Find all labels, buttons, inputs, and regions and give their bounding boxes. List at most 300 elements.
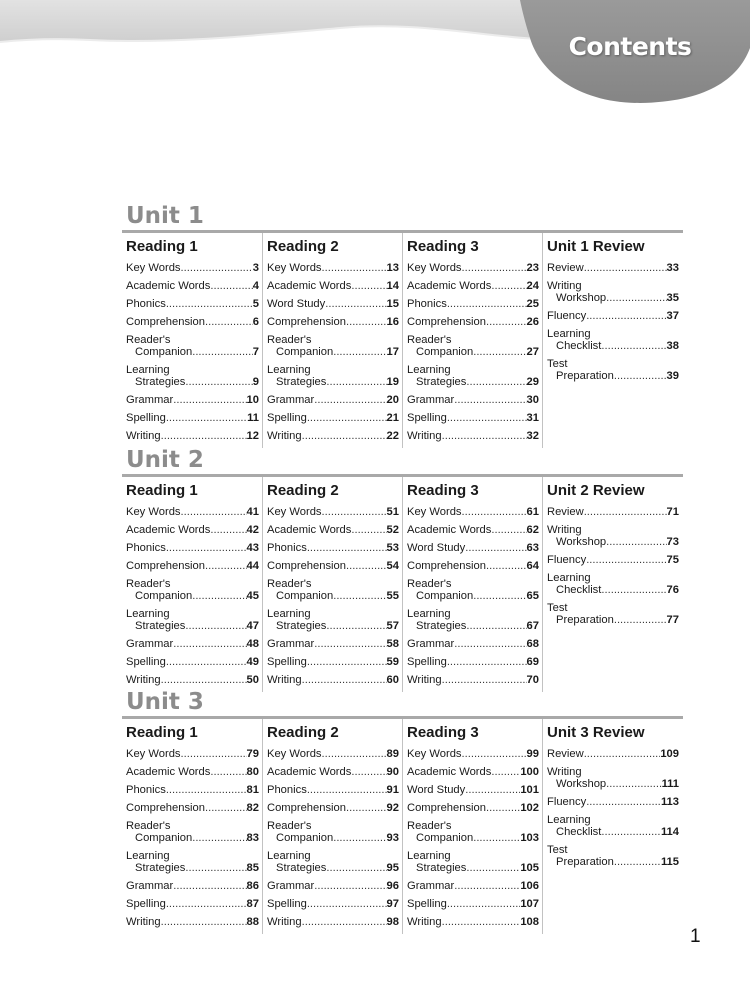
entry-label: [126, 578, 192, 602]
dot-leader: [346, 802, 387, 814]
entry-label: [267, 280, 351, 292]
dot-leader: [326, 620, 386, 632]
toc-entry: [126, 560, 259, 572]
entry-label-line: Academic Words: [407, 766, 492, 778]
toc-entry: [407, 506, 539, 518]
entry-label-line: Grammar: [267, 638, 315, 650]
dot-leader: [491, 524, 526, 536]
entry-label: [267, 880, 314, 892]
entry-label-line: Phonics: [126, 784, 166, 796]
toc-entry: [407, 674, 539, 686]
entry-label: [126, 394, 173, 406]
entry-label: [267, 608, 326, 632]
entry-label-line: Writing: [547, 766, 582, 778]
entry-label: [547, 524, 606, 548]
toc-entry: [407, 280, 539, 292]
toc-entry: [267, 802, 399, 814]
entry-label-line: Learning: [267, 850, 311, 862]
entry-page-number: 20: [386, 394, 399, 406]
entry-label: [407, 524, 491, 536]
dot-leader: [462, 506, 527, 518]
toc-entry: [267, 560, 399, 572]
entry-label: [267, 916, 302, 928]
entry-label-line: Test: [547, 844, 568, 856]
entry-label-line: Spelling: [267, 898, 307, 910]
entry-label: [547, 572, 601, 596]
entry-page-number: 76: [666, 584, 679, 596]
entry-label-line: Key Words: [267, 262, 322, 274]
toc-entry: [267, 916, 399, 928]
dot-leader: [185, 376, 252, 388]
entry-label: [267, 394, 314, 406]
entry-page-number: 51: [386, 506, 399, 518]
entry-label: [407, 394, 454, 406]
entry-page-number: 44: [246, 560, 259, 572]
entry-page-number: 37: [666, 310, 679, 322]
toc-column: [542, 477, 682, 692]
toc-entry: [407, 766, 539, 778]
toc-entry: [126, 412, 259, 424]
dot-leader: [322, 262, 387, 274]
entry-page-number: 95: [386, 862, 399, 874]
toc-entry: [547, 328, 679, 352]
dot-leader: [606, 778, 661, 790]
entry-label-line: Word Study: [267, 298, 326, 310]
toc-entry: [126, 784, 259, 796]
entry-label-line: Key Words: [267, 748, 322, 760]
entry-label: [267, 316, 346, 328]
dot-leader: [205, 802, 247, 814]
dot-leader: [454, 394, 526, 406]
entry-page-number: 25: [526, 298, 539, 310]
entry-label: [267, 674, 302, 686]
entry-label: [407, 542, 465, 554]
entry-page-number: 114: [660, 826, 679, 838]
toc-entry: [126, 364, 259, 388]
toc-entry: [407, 560, 539, 572]
entry-label-line: Fluency: [547, 310, 587, 322]
entry-label: [267, 784, 307, 796]
entry-page-number: 15: [386, 298, 399, 310]
dot-leader: [586, 310, 666, 322]
entry-page-number: 90: [386, 766, 399, 778]
toc-entry: [267, 880, 399, 892]
toc-entry: [407, 850, 539, 874]
column-heading: Reading 3: [407, 482, 479, 499]
entry-label: [547, 506, 584, 518]
toc-entry: [407, 542, 539, 554]
entry-page-number: 60: [386, 674, 399, 686]
toc-entry: [267, 262, 399, 274]
toc-entry: [547, 796, 679, 808]
toc-entry: [267, 280, 399, 292]
toc-entry: [407, 578, 539, 602]
dot-leader: [606, 292, 666, 304]
dot-leader: [447, 412, 527, 424]
entry-label-line: Comprehension: [126, 802, 205, 814]
toc-entry: [407, 364, 539, 388]
toc-entry: [267, 748, 399, 760]
dot-leader: [205, 316, 253, 328]
entry-page-number: 7: [252, 346, 259, 358]
toc-entry: [547, 358, 679, 382]
dot-leader: [166, 898, 247, 910]
dot-leader: [210, 524, 246, 536]
toc-entry: [547, 844, 679, 868]
dot-leader: [584, 506, 667, 518]
toc-entry: [407, 820, 539, 844]
entry-page-number: 52: [386, 524, 399, 536]
entry-page-number: 113: [660, 796, 679, 808]
entry-page-number: 6: [252, 316, 259, 328]
entry-label: [267, 506, 322, 518]
entry-label: [267, 898, 307, 910]
entry-label: [407, 898, 447, 910]
entry-label: [126, 334, 192, 358]
entry-label-continuation: Strategies: [276, 376, 327, 388]
dot-leader: [326, 862, 386, 874]
dot-leader: [486, 560, 527, 572]
entry-label: [547, 814, 601, 838]
dot-leader: [322, 506, 387, 518]
dot-leader: [166, 412, 247, 424]
toc-entry: [547, 310, 679, 322]
entry-label-line: Key Words: [126, 262, 181, 274]
dot-leader: [447, 898, 521, 910]
dot-leader: [166, 784, 247, 796]
dot-leader: [442, 916, 521, 928]
entry-label-line: Reader's: [407, 334, 452, 346]
entry-label: [407, 316, 486, 328]
toc-entry: [126, 898, 259, 910]
dot-leader: [473, 832, 520, 844]
entry-label: [407, 802, 486, 814]
entry-page-number: 32: [526, 430, 539, 442]
unit-columns: [122, 233, 683, 448]
entry-label: [267, 802, 346, 814]
entry-page-number: 77: [666, 614, 679, 626]
dot-leader: [584, 262, 667, 274]
entry-page-number: 73: [666, 536, 679, 548]
entry-label-line: Grammar: [407, 394, 455, 406]
entry-label: [407, 560, 486, 572]
column-heading: Unit 2 Review: [547, 482, 645, 499]
entry-label: [407, 656, 447, 668]
entry-page-number: 103: [520, 832, 539, 844]
entry-label: [547, 796, 586, 808]
entry-label-continuation: Companion: [416, 832, 474, 844]
toc-entry: [126, 608, 259, 632]
toc-entry: [547, 748, 679, 760]
entry-label-continuation: Companion: [276, 832, 334, 844]
entry-label-line: Academic Words: [267, 524, 352, 536]
toc-column: [262, 477, 402, 692]
dot-leader: [346, 560, 387, 572]
toc-column: [122, 477, 262, 692]
entry-page-number: 93: [386, 832, 399, 844]
entry-label: [126, 820, 192, 844]
entry-page-number: 54: [386, 560, 399, 572]
entry-label: [126, 638, 173, 650]
entry-page-number: 31: [526, 412, 539, 424]
dot-leader: [161, 916, 247, 928]
entry-page-number: 92: [386, 802, 399, 814]
entry-page-number: 41: [246, 506, 259, 518]
dot-leader: [307, 656, 387, 668]
entry-label-line: Writing: [547, 280, 582, 292]
toc-entry: [547, 280, 679, 304]
toc-entry: [267, 364, 399, 388]
dot-leader: [491, 766, 520, 778]
dot-leader: [586, 554, 666, 566]
dot-leader: [161, 674, 247, 686]
entry-label-continuation: Preparation: [556, 856, 614, 868]
toc-entry: [407, 316, 539, 328]
dot-leader: [491, 280, 526, 292]
entry-label: [267, 578, 333, 602]
entry-page-number: 105: [520, 862, 539, 874]
entry-label: [407, 850, 466, 874]
dot-leader: [465, 784, 520, 796]
entry-label-continuation: Preparation: [556, 370, 614, 382]
entry-label: [126, 542, 166, 554]
entry-page-number: 48: [246, 638, 259, 650]
toc-entry: [267, 674, 399, 686]
entry-label: [267, 412, 307, 424]
toc-entry: [407, 608, 539, 632]
dot-leader: [192, 590, 246, 602]
toc-entry: [407, 916, 539, 928]
dot-leader: [466, 376, 526, 388]
column-heading: Reading 1: [126, 238, 198, 255]
entry-label-line: Phonics: [267, 542, 307, 554]
entry-page-number: 106: [520, 880, 539, 892]
entry-page-number: 67: [526, 620, 539, 632]
entry-label: [407, 820, 473, 844]
unit-title: Unit 2: [126, 447, 204, 473]
dot-leader: [584, 748, 661, 760]
dot-leader: [314, 638, 386, 650]
entry-label: [126, 364, 185, 388]
dot-leader: [173, 394, 246, 406]
dot-leader: [454, 880, 520, 892]
toc-entry: [407, 412, 539, 424]
entry-label-line: Comprehension: [407, 802, 486, 814]
entry-page-number: 86: [246, 880, 259, 892]
entry-label-line: Phonics: [407, 298, 447, 310]
entry-label: [407, 766, 491, 778]
entry-page-number: 17: [386, 346, 399, 358]
entry-label-line: Learning: [267, 608, 311, 620]
entry-page-number: 27: [526, 346, 539, 358]
entry-label-line: Learning: [267, 364, 311, 376]
entry-page-number: 91: [386, 784, 399, 796]
entry-label-line: Writing: [267, 674, 302, 686]
entry-page-number: 100: [520, 766, 539, 778]
toc-entry: [126, 674, 259, 686]
entry-label-continuation: Strategies: [416, 376, 467, 388]
column-heading: Reading 3: [407, 238, 479, 255]
dot-leader: [606, 536, 666, 548]
dot-leader: [447, 298, 527, 310]
toc-entry: [547, 524, 679, 548]
toc-entry: [126, 394, 259, 406]
toc-entry: [407, 656, 539, 668]
entry-label: [126, 784, 166, 796]
dot-leader: [314, 880, 386, 892]
toc-entry: [267, 820, 399, 844]
entry-page-number: 22: [386, 430, 399, 442]
toc-entry: [547, 814, 679, 838]
unit-section: [122, 203, 683, 448]
entry-label-line: Key Words: [267, 506, 322, 518]
entry-page-number: 68: [526, 638, 539, 650]
entry-label: [126, 608, 185, 632]
toc-entry: [407, 298, 539, 310]
dot-leader: [614, 614, 667, 626]
entry-page-number: 82: [246, 802, 259, 814]
dot-leader: [166, 656, 247, 668]
toc-entry: [267, 578, 399, 602]
toc-column: [122, 233, 262, 448]
entry-label: [547, 262, 584, 274]
page-title: Contents: [568, 32, 692, 61]
entry-page-number: 107: [520, 898, 539, 910]
entry-label-line: Key Words: [126, 748, 181, 760]
toc-column: [402, 477, 542, 692]
entry-label: [407, 578, 473, 602]
entry-label-line: Grammar: [126, 394, 174, 406]
entry-label: [126, 880, 173, 892]
entry-label: [126, 674, 161, 686]
entry-label-line: Fluency: [547, 554, 587, 566]
entry-label: [407, 880, 454, 892]
entry-label-line: Phonics: [126, 542, 166, 554]
toc-entry: [267, 608, 399, 632]
entry-page-number: 65: [526, 590, 539, 602]
entry-page-number: 55: [386, 590, 399, 602]
entry-label: [126, 916, 161, 928]
entry-label-line: Comprehension: [126, 316, 205, 328]
entry-label-line: Learning: [407, 364, 451, 376]
column-heading: Reading 2: [267, 724, 339, 741]
entry-label: [126, 748, 181, 760]
entry-label-line: Reader's: [267, 820, 312, 832]
entry-label-line: Reader's: [407, 820, 452, 832]
dot-leader: [161, 430, 247, 442]
toc-entry: [547, 766, 679, 790]
toc-entry: [126, 880, 259, 892]
unit-section: [122, 447, 683, 692]
dot-leader: [192, 832, 246, 844]
entry-page-number: 16: [386, 316, 399, 328]
entry-label: [267, 656, 307, 668]
entry-label-line: Grammar: [267, 880, 315, 892]
dot-leader: [351, 766, 386, 778]
entry-label: [267, 820, 333, 844]
toc-entry: [267, 656, 399, 668]
unit-columns: [122, 719, 683, 934]
entry-label: [126, 524, 210, 536]
entry-label-line: Writing: [407, 916, 442, 928]
entry-label-line: Spelling: [126, 412, 166, 424]
entry-page-number: 23: [526, 262, 539, 274]
entry-label-line: Academic Words: [267, 280, 352, 292]
entry-label-continuation: Checklist: [556, 340, 602, 352]
entry-label-continuation: Companion: [416, 346, 474, 358]
dot-leader: [614, 856, 661, 868]
entry-label-continuation: Checklist: [556, 584, 602, 596]
dot-leader: [473, 346, 526, 358]
entry-label: [547, 328, 601, 352]
entry-label: [267, 364, 326, 388]
entry-label: [126, 412, 166, 424]
dot-leader: [333, 346, 386, 358]
toc-entry: [126, 820, 259, 844]
entry-label-line: Review: [547, 748, 584, 760]
toc-entry: [407, 898, 539, 910]
entry-label-line: Learning: [126, 608, 170, 620]
entry-page-number: 58: [386, 638, 399, 650]
toc-entry: [267, 542, 399, 554]
entry-label-continuation: Preparation: [556, 614, 614, 626]
entry-page-number: 109: [660, 748, 679, 760]
entry-page-number: 26: [526, 316, 539, 328]
entry-label: [407, 334, 473, 358]
entry-page-number: 11: [247, 412, 259, 424]
entry-label: [126, 506, 181, 518]
entry-label-line: Writing: [267, 430, 302, 442]
entry-page-number: 30: [526, 394, 539, 406]
entry-label-line: Reader's: [267, 578, 312, 590]
entry-label-continuation: Companion: [135, 346, 193, 358]
dot-leader: [314, 394, 386, 406]
entry-label-line: Academic Words: [267, 766, 352, 778]
entry-label-line: Grammar: [407, 638, 455, 650]
toc-entry: [267, 334, 399, 358]
entry-page-number: 3: [252, 262, 259, 274]
toc-entry: [407, 394, 539, 406]
entry-label-line: Learning: [547, 814, 591, 826]
dot-leader: [173, 638, 246, 650]
dot-leader: [442, 674, 527, 686]
entry-page-number: 61: [526, 506, 539, 518]
entry-page-number: 47: [246, 620, 259, 632]
unit-title: Unit 1: [126, 203, 204, 229]
entry-label: [407, 638, 454, 650]
toc-entry: [547, 602, 679, 626]
dot-leader: [614, 370, 667, 382]
toc-column: [262, 719, 402, 934]
toc-entry: [267, 506, 399, 518]
entry-label-line: Key Words: [407, 748, 462, 760]
entry-page-number: 102: [520, 802, 539, 814]
toc-entry: [267, 412, 399, 424]
entry-page-number: 53: [386, 542, 399, 554]
entry-page-number: 21: [386, 412, 399, 424]
entry-label-line: Comprehension: [407, 560, 486, 572]
toc-entry: [126, 262, 259, 274]
dot-leader: [302, 430, 387, 442]
entry-label-line: Learning: [126, 364, 170, 376]
column-heading: Reading 1: [126, 482, 198, 499]
entry-page-number: 12: [246, 430, 259, 442]
toc-entry: [126, 298, 259, 310]
dot-leader: [326, 376, 386, 388]
entry-label-line: Grammar: [407, 880, 455, 892]
entry-label: [407, 430, 442, 442]
toc-column: [262, 233, 402, 448]
